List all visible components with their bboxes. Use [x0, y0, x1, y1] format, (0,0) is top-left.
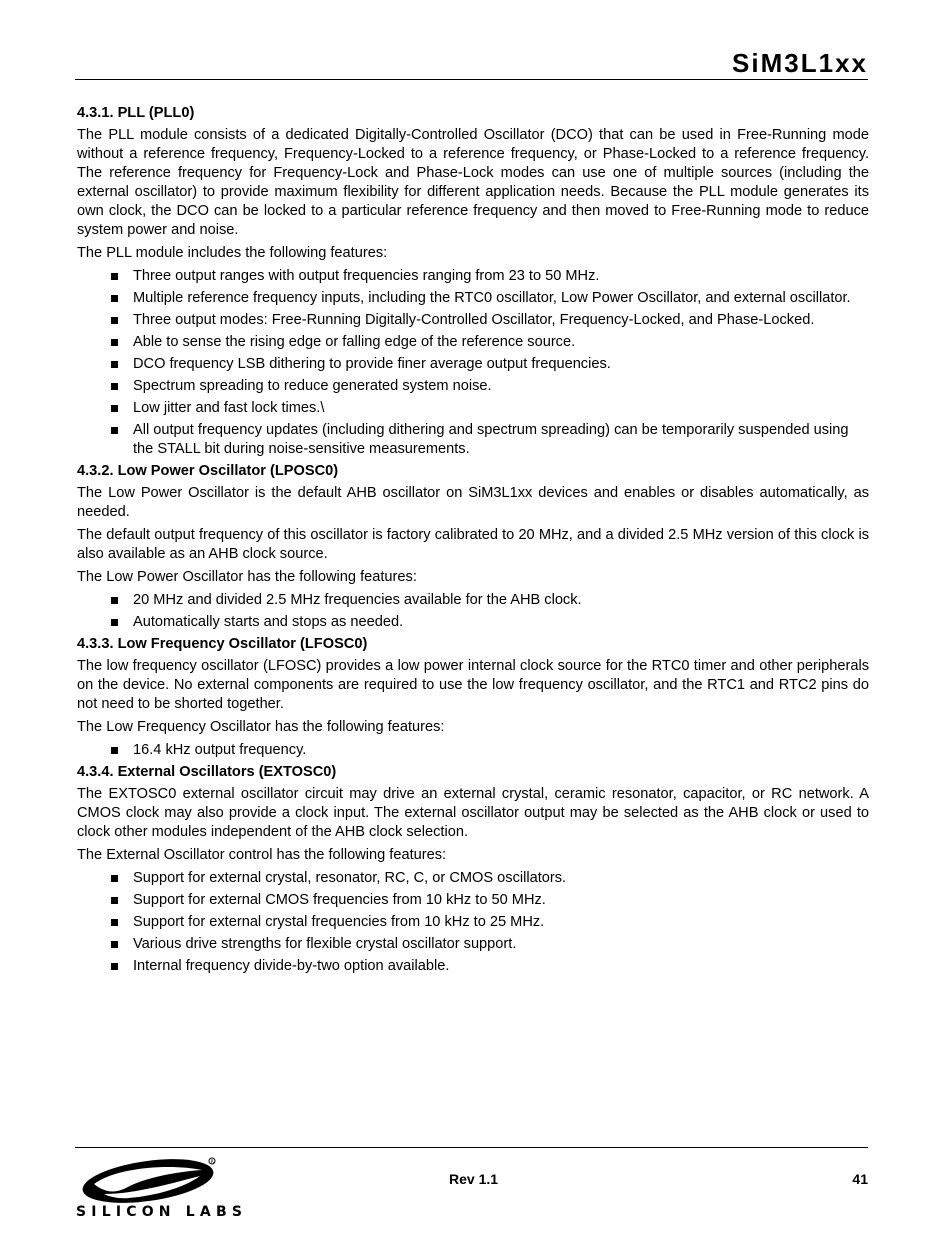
- section-heading: 4.3.2. Low Power Oscillator (LPOSC0): [77, 463, 339, 479]
- square-bullet-icon: [111, 361, 118, 368]
- page-number: 41: [852, 1171, 868, 1187]
- list-item-text: Multiple reference frequency inputs, including the RTC0 oscillator, Low Power Oscillator, and external oscillator.: [133, 290, 851, 306]
- list-item-text: Automatically starts and stops as needed.: [133, 614, 404, 630]
- square-bullet-icon: [111, 919, 118, 926]
- list-item-text: 16.4 kHz output frequency.: [133, 742, 307, 758]
- list-item: [77, 355, 869, 374]
- square-bullet-icon: [111, 963, 118, 970]
- square-bullet-icon: [111, 295, 118, 302]
- section-heading: 4.3.4. External Oscillators (EXTOSC0): [77, 764, 337, 780]
- paragraph: The Low Power Oscillator is the default AHB oscillator on SiM3L1xx devices and enables or disables automatically, as needed.: [77, 485, 869, 520]
- paragraph: The PLL module includes the following features:: [77, 245, 388, 261]
- section-lfosc: [77, 635, 869, 760]
- square-bullet-icon: [111, 427, 118, 434]
- paragraph: The low frequency oscillator (LFOSC) provides a low power internal clock source for the RTC0 timer and other peripherals on the device. No external components are required to use the low frequency oscillator, and the RTC1 and RTC2 pins do not need to be shorted together.: [77, 658, 869, 712]
- list-item-text: 20 MHz and divided 2.5 MHz frequencies available for the AHB clock.: [133, 592, 582, 608]
- paragraph: The default output frequency of this oscillator is factory calibrated to 20 MHz, and a divided 2.5 MHz version of this clock is also available as an AHB clock source.: [77, 527, 869, 562]
- footer-brand: SILICON LABS: [76, 1204, 248, 1220]
- paragraph: The External Oscillator control has the following features:: [77, 847, 447, 863]
- square-bullet-icon: [111, 383, 118, 390]
- square-bullet-icon: [111, 897, 118, 904]
- list-item: [77, 891, 869, 910]
- feature-list: [77, 869, 869, 976]
- square-bullet-icon: [111, 317, 118, 324]
- list-item-text: All output frequency updates (including dithering and spectrum spreading) can be temporarily suspended using the STALL bit during noise-sensitive measurements.: [133, 422, 849, 457]
- section-heading: 4.3.1. PLL (PLL0): [77, 105, 195, 121]
- feature-list: [77, 741, 869, 760]
- paragraph: The PLL module consists of a dedicated Digitally-Controlled Oscillator (DCO) that can be used in Free-Running mode without a reference frequency, Frequency-Locked to a reference frequency, or Phase-Locked to a reference frequency. The reference frequency for Frequency-Lock and Phase-Lock modes can use one of multiple sources (including the external oscillator) to provide maximum flexibility for different application needs. Because the PLL module generates its own clock, the DCO can be locked to a particular reference frequency and then moved to Free-Running mode to reduce system power and noise.: [77, 127, 869, 238]
- svg-text:R: R: [210, 1160, 214, 1165]
- list-item: [77, 333, 869, 352]
- list-item-text: Support for external crystal frequencies from 10 kHz to 25 MHz.: [133, 914, 545, 930]
- list-item: [77, 591, 869, 610]
- list-item: [77, 289, 869, 308]
- list-item-text: Able to sense the rising edge or falling edge of the reference source.: [133, 334, 576, 350]
- list-item-text: Spectrum spreading to reduce generated system noise.: [133, 378, 492, 394]
- paragraph: The Low Power Oscillator has the following features:: [77, 569, 417, 585]
- feature-list: [77, 591, 869, 632]
- list-item: [77, 935, 869, 954]
- list-item: [77, 267, 869, 286]
- list-item-text: Low jitter and fast lock times.\: [133, 400, 325, 416]
- section-lposc: [77, 462, 869, 632]
- header-divider: [75, 79, 868, 80]
- list-item: [77, 421, 869, 459]
- list-item-text: Three output modes: Free-Running Digitally-Controlled Oscillator, Frequency-Locked, and Phase-Locked.: [133, 312, 815, 328]
- square-bullet-icon: [111, 405, 118, 412]
- square-bullet-icon: [111, 619, 118, 626]
- feature-list: [77, 267, 869, 459]
- square-bullet-icon: [111, 875, 118, 882]
- list-item: [77, 399, 869, 418]
- list-item-text: DCO frequency LSB dithering to provide finer average output frequencies.: [133, 356, 611, 372]
- list-item: [77, 869, 869, 888]
- paragraph: The EXTOSC0 external oscillator circuit may drive an external crystal, ceramic resonator, capacitor, or RC network. A CMOS clock may also provide a clock input. The external oscillator output may be selected as the AHB clock or used to clock other modules independent of the AHB clock selection.: [77, 786, 869, 840]
- list-item-text: Support for external CMOS frequencies from 10 kHz to 50 MHz.: [133, 892, 546, 908]
- paragraph: The Low Frequency Oscillator has the following features:: [77, 719, 445, 735]
- section-pll: [77, 104, 869, 459]
- square-bullet-icon: [111, 273, 118, 280]
- list-item: [77, 741, 869, 760]
- section-heading: 4.3.3. Low Frequency Oscillator (LFOSC0): [77, 636, 368, 652]
- square-bullet-icon: [111, 747, 118, 754]
- document-title: SiM3L1xx: [732, 48, 868, 78]
- section-extosc: [77, 763, 869, 976]
- list-item: [77, 377, 869, 396]
- square-bullet-icon: [111, 597, 118, 604]
- list-item-text: Various drive strengths for flexible crystal oscillator support.: [133, 936, 517, 952]
- list-item: [77, 311, 869, 330]
- footer-divider: [75, 1147, 868, 1148]
- footer-revision: Rev 1.1: [449, 1171, 499, 1187]
- list-item: [77, 613, 869, 632]
- list-item: [77, 957, 869, 976]
- list-item: [77, 913, 869, 932]
- square-bullet-icon: [111, 941, 118, 948]
- list-item-text: Support for external crystal, resonator, RC, C, or CMOS oscillators.: [133, 870, 567, 886]
- list-item-text: Internal frequency divide-by-two option available.: [133, 958, 450, 974]
- square-bullet-icon: [111, 339, 118, 346]
- list-item-text: Three output ranges with output frequencies ranging from 23 to 50 MHz.: [133, 268, 600, 284]
- page-content: [77, 104, 869, 979]
